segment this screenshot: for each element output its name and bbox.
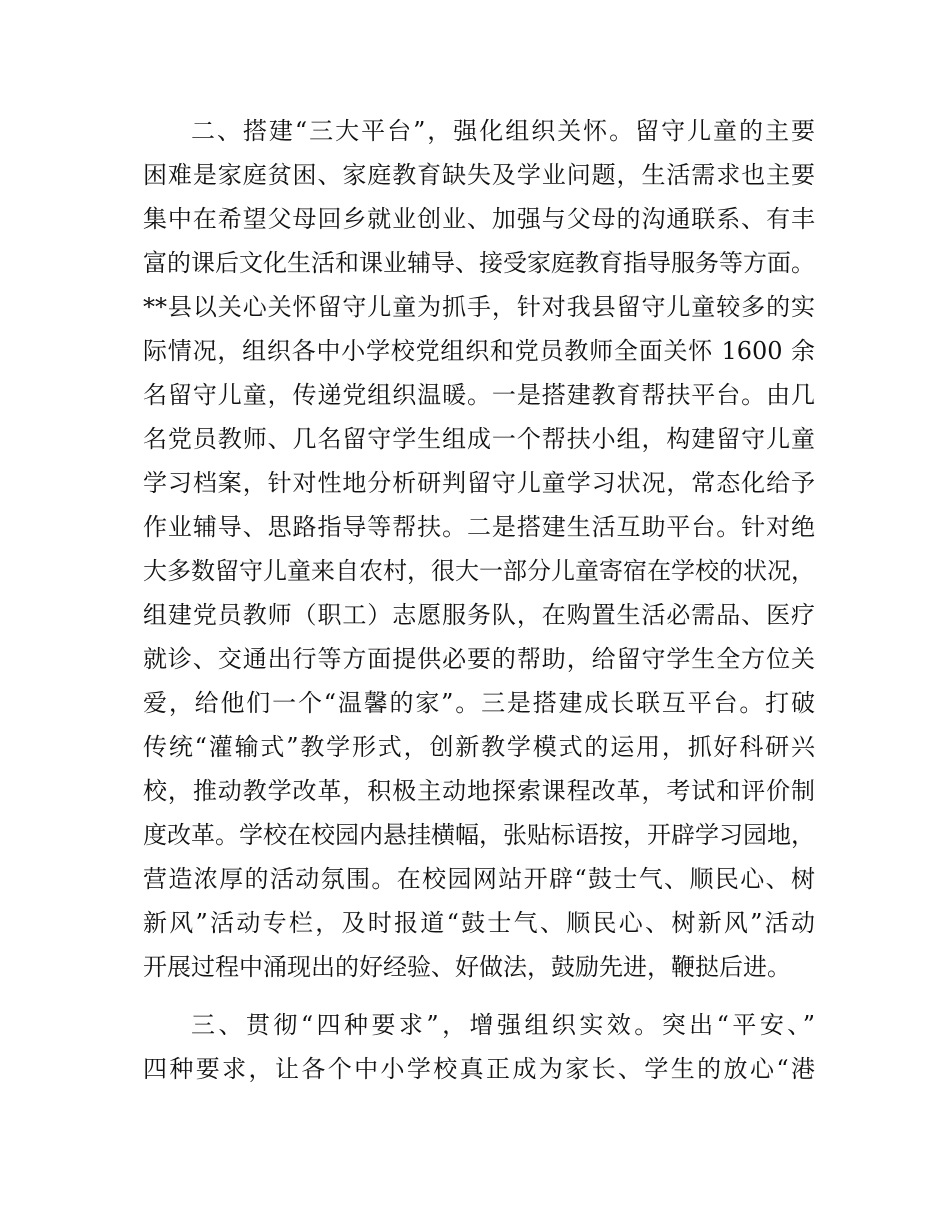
paragraph-line: 爱，给他们一个“温馨的家”。三是搭建成长联互平台。打破 (143, 689, 815, 717)
paragraph-line: 二、搭建“三大平台”，强化组织关怀。留守儿童的主要 (191, 117, 815, 145)
paragraph-line: 校，推动教学改革，积极主动地探索课程改革，考试和评价制 (143, 777, 815, 805)
paragraph-line: 组建党员教师（职工）志愿服务队，在购置生活必需品、医疗 (143, 601, 815, 629)
paragraph-line: 集中在希望父母回乡就业创业、加强与父母的沟通联系、有丰 (143, 205, 815, 233)
paragraph-line: 困难是家庭贫困、家庭教育缺失及学业问题，生活需求也主要 (143, 161, 815, 189)
paragraph-line: 营造浓厚的活动氛围。在校园网站开辟“鼓士气、顺民心、树 (143, 865, 815, 893)
paragraph-line: 新风”活动专栏，及时报道“鼓士气、顺民心、树新风”活动 (143, 909, 815, 937)
document-body (143, 109, 815, 1091)
paragraph-line: 际情况，组织各中小学校党组织和党员教师全面关怀 1600 余 (143, 337, 815, 365)
paragraph-line: 四种要求，让各个中小学校真正成为家长、学生的放心“港 (143, 1055, 815, 1083)
paragraph-line: 名留守儿童，传递党组织温暖。一是搭建教育帮扶平台。由几 (143, 381, 815, 409)
paragraph-line: 学习档案，针对性地分析研判留守儿童学习状况，常态化给予 (143, 469, 815, 497)
paragraph-line: 开展过程中涌现出的好经验、好做法，鼓励先进，鞭挞后进。 (143, 953, 791, 981)
paragraph-line: 名党员教师、几名留守学生组成一个帮扶小组，构建留守儿童 (143, 425, 815, 453)
paragraph-line: 作业辅导、思路指导等帮扶。二是搭建生活互助平台。针对绝 (143, 513, 815, 541)
paragraph-platforms (143, 109, 815, 989)
paragraph-line: 富的课后文化生活和课业辅导、接受家庭教育指导服务等方面。 (143, 249, 815, 277)
paragraph-line: **县以关心关怀留守儿童为抓手，针对我县留守儿童较多的实 (143, 293, 815, 321)
paragraph-line: 度改革。学校在校园内悬挂横幅，张贴标语按，开辟学习园地， (143, 821, 815, 849)
paragraph-gap (143, 989, 815, 1003)
paragraph-line: 三、贯彻“四种要求”，增强组织实效。突出“平安、” (191, 1011, 815, 1039)
paragraph-line: 大多数留守儿童来自农村，很大一部分儿童寄宿在学校的状况， (143, 557, 815, 585)
paragraph-line: 传统“灌输式”教学形式，创新教学模式的运用，抓好科研兴 (143, 733, 815, 761)
paragraph-requirements (143, 1003, 815, 1091)
paragraph-line: 就诊、交通出行等方面提供必要的帮助，给留守学生全方位关 (143, 645, 815, 673)
